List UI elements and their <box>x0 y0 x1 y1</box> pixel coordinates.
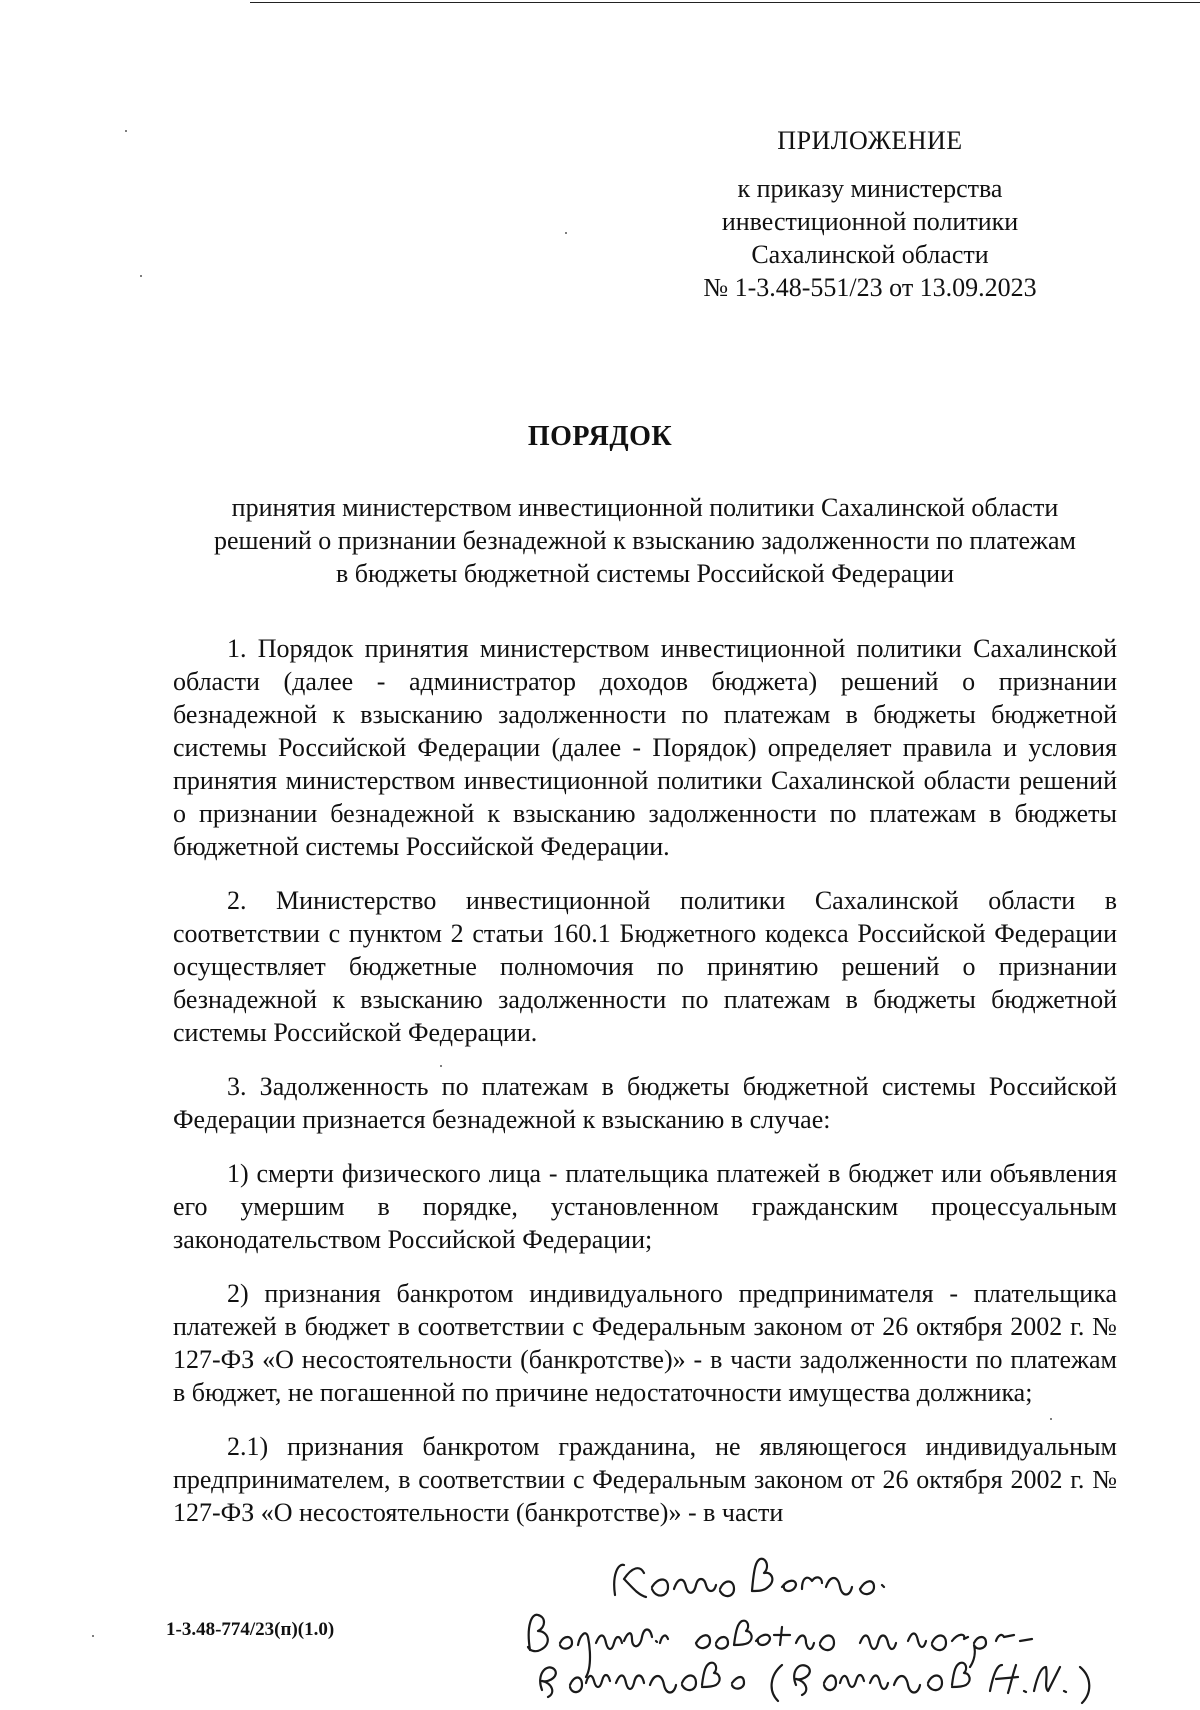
paragraph-3-item-1: 1) смерти физического лица - плательщика платежей в бюджет или объявления его умершим в порядке, установленном гражданским процессуальным законодательством Российской Федерации; <box>173 1159 1117 1254</box>
handwriting-stroke <box>614 1559 884 1597</box>
paragraph-2: 2. Министерство инвестиционной политики Сахалинской области в соответствии с пунктом 2 статьи 160.1 Бюджетного кодекса Российской Федерации осуществляет бюджетные полномочия по принятию решений о признании безнадежной к взысканию задолженности по платежам в бюджеты бюджетной системы Российской Федерации. <box>173 886 1117 1047</box>
appendix-block <box>640 124 1100 304</box>
document-body <box>173 632 1117 1529</box>
document-title: ПОРЯДОК <box>527 421 673 452</box>
document-code: 1-3.48-774/23(п)(1.0) <box>166 1619 335 1640</box>
paragraph-3-item-2-1: 2.1) признания банкротом гражданина, не являющегося индивидуальным предпринимателем, в соответствии с Федеральным законом от 26 октября 2002 г. № 127-ФЗ «О несостоятельности (банкротстве)» - в части <box>173 1432 1117 1527</box>
scan-speck <box>92 1635 94 1637</box>
handwritten-certification <box>520 1545 1140 1710</box>
scan-speck <box>440 1065 442 1067</box>
paragraph-3-item-2: 2) признания банкротом индивидуального предпринимателя - плательщика платежей в бюджет в соответствии с Федеральным законом от 26 октября 2002 г. № 127-ФЗ «О несостоятельности (банкротстве)» - в части задолженности по платежам в бюджет, не погашенной по причине недостаточности имущества должника; <box>173 1279 1117 1407</box>
appendix-line: к приказу министерства <box>737 174 1003 203</box>
subtitle-line: решений о признании безнадежной к взысканию задолженности по платежам <box>213 526 1077 555</box>
appendix-line: Сахалинской области <box>751 240 989 269</box>
scan-speck <box>125 130 127 132</box>
scan-top-edge-line <box>250 2 1200 3</box>
paragraph-1: 1. Порядок принятия министерством инвестиционной политики Сахалинской области (далее - администратор доходов бюджета) решений о признании безнадежной к взысканию задолженности по платежам в бюджеты бюджетной системы Российской Федерации (далее - Порядок) определяет правила и условия принятия министерством инвестиционной политики Сахалинской области решений о признании безнадежной к взысканию задолженности по платежам в бюджеты бюджетной системы Российской Федерации. <box>173 634 1117 861</box>
scan-speck <box>565 232 567 234</box>
subtitle-line: в бюджеты бюджетной системы Российской Федерации <box>336 559 954 588</box>
document-subtitle <box>170 491 1120 590</box>
scan-speck <box>140 275 142 277</box>
appendix-heading: ПРИЛОЖЕНИЕ <box>777 126 963 155</box>
subtitle-line: принятия министерством инвестиционной политики Сахалинской области <box>231 493 1059 522</box>
paragraph-3: 3. Задолженность по платежам в бюджеты бюджетной системы Российской Федерации признается безнадежной к взысканию в случае: <box>173 1072 1117 1134</box>
appendix-line: инвестиционной политики <box>721 207 1019 236</box>
scan-speck <box>1050 1418 1052 1420</box>
appendix-order-number: № 1-3.48-551/23 от 13.09.2023 <box>703 273 1037 302</box>
handwriting-stroke <box>540 1663 1089 1703</box>
